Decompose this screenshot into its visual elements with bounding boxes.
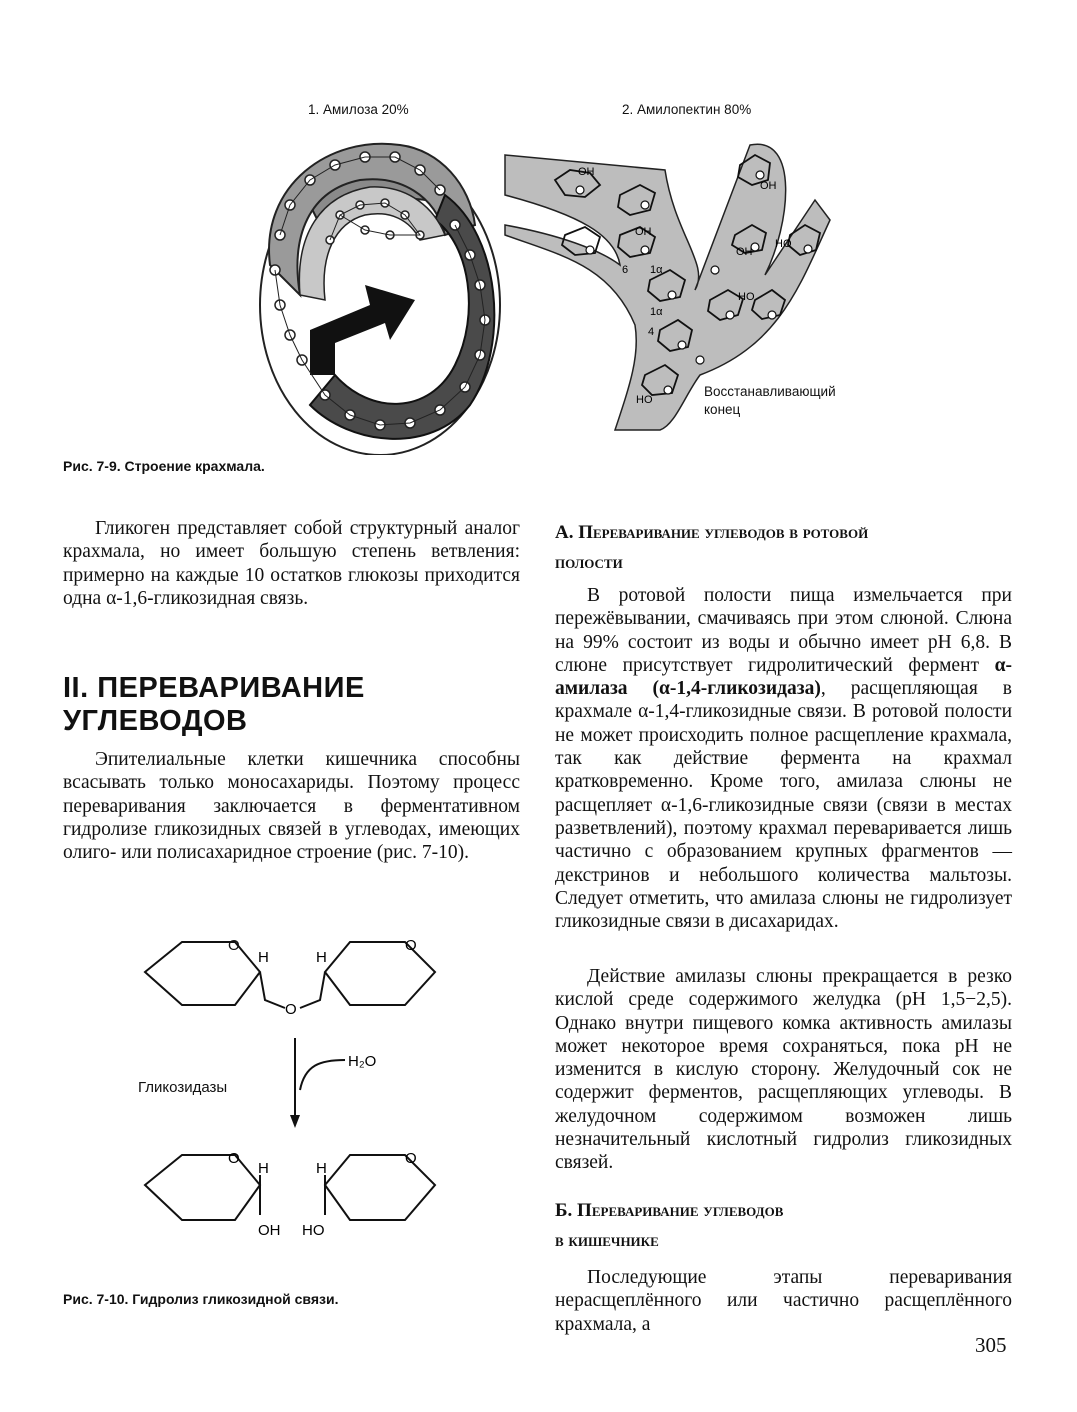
section-title <box>63 672 365 738</box>
chem-label: 4 <box>648 326 655 338</box>
chem-label: 1α <box>650 306 663 318</box>
reducing-end-label <box>704 383 836 419</box>
hydrogen-label: H <box>258 1160 269 1177</box>
ring-oxygen-label: O <box>405 937 417 954</box>
subsection-b-heading <box>555 1196 1015 1256</box>
subsection-a-heading <box>555 518 1015 578</box>
amylase-stomach-paragraph: Действие амилазы слюны прекращается в резко кислой среде содержимого желудка (рН 1,5−2,5). Однако внутри пищевого комка активность амилазы может некоторое время сохраняться, пока рН не изменится в кислую сторону. Желудочный сок не содержит ферментов, расщепляющих углеводы. В желудочном содержимом возможен лишь незначительный кислотный гидролиз гликозидных связей. <box>555 966 1012 1174</box>
chem-label: HO <box>738 291 755 303</box>
oral-digestion-text-2: , расщепляющая в крахмале α-1,4-гликозидные связи. В ротовой полости не может происходить полное расщепление крахмала, так как действие фермента на крахмал кратковременно. Кроме того, амилаза слюны не расщепляет α-1,6-гликозидные связи (связи в местах разветвлений), поэтому крахмал переваривается лишь частично с образованием крупных фрагментов — декстринов и небольшого количества мальтозы. Следует отметить, что амилаза слюны не гидролизует гликозидные связи в дисахаридах. <box>555 678 1012 933</box>
oral-digestion-text-1: В ротовой полости пища измельчается при пережёвывании, смачиваясь при этом слюной. Слюна на 99% состоит из воды и обычно имеет рН 6,8. В слюне присутствует гидролитический фермент <box>555 585 1012 676</box>
section-title-line2: УГЛЕВОДОВ <box>63 705 248 737</box>
chem-label: OH <box>760 180 777 192</box>
digestion-intro-paragraph: Эпителиальные клетки кишечника способны всасывать только моносахариды. Поэтому процесс переваривания заключается в ферментативном гидролизе гликозидных связей в углеводах, имеющих олиго- или полисахаридное строение (рис. 7-10). <box>63 749 520 864</box>
ring-oxygen-label: O <box>228 1150 240 1167</box>
chem-label: HO <box>636 394 653 406</box>
glycosidase-label: Гликозидазы <box>138 1079 228 1096</box>
chem-label: HO <box>775 238 792 250</box>
subsection-a-line2: полости <box>555 552 623 573</box>
hydrogen-label: H <box>316 949 327 966</box>
chem-label: 1α <box>650 264 663 276</box>
chem-label: OH <box>736 246 753 258</box>
intestinal-digestion-paragraph: Последующие этапы переваривания нерасщеплённого или частично расщеплённого крахмала, а <box>555 1267 1012 1335</box>
amylose-helix-illustration <box>240 125 520 455</box>
hydroxyl-label: HO <box>302 1222 325 1239</box>
hydrogen-label: H <box>258 949 269 966</box>
amylopectin-label: 2. Амилопектин 80% <box>622 102 752 117</box>
page-number: 305 <box>975 1333 1007 1357</box>
figure-7-9-caption: Рис. 7-9. Строение крахмала. <box>63 458 265 474</box>
amylose-label: 1. Амилоза 20% <box>308 102 409 117</box>
hydroxyl-label: OH <box>258 1222 281 1239</box>
water-label: H₂O <box>348 1053 377 1070</box>
reducing-end-line1: Восстанавливающий <box>704 384 836 399</box>
bridge-oxygen-label: O <box>285 1001 297 1018</box>
chem-label: OH <box>578 166 595 178</box>
ring-oxygen-label: O <box>405 1150 417 1167</box>
ring-oxygen-label: O <box>228 937 240 954</box>
subsection-a-line1: А. Переваривание углеводов в ротовой <box>555 522 869 543</box>
subsection-b-line1: Б. Переваривание углеводов <box>555 1200 784 1221</box>
subsection-b-line2: в кишечнике <box>555 1230 659 1251</box>
hydrogen-label: H <box>316 1160 327 1177</box>
oral-digestion-paragraph <box>555 584 1012 933</box>
glycogen-paragraph: Гликоген представляет собой структурный аналог крахмала, но имеет большую степень ветвления: примерно на каждые 10 остатков глюкозы приходится одна α-1,6-гликозидная связь. <box>63 518 520 609</box>
chem-label: OH <box>635 226 652 238</box>
reducing-end-line2: конец <box>704 402 741 417</box>
figure-7-10-caption: Рис. 7-10. Гидролиз гликозидной связи. <box>63 1291 339 1307</box>
section-title-line1: II. ПЕРЕВАРИВАНИЕ <box>63 672 365 704</box>
chem-label: 6 <box>622 264 629 276</box>
alpha-amylase-term: α-амилаза (α-1,4-гликозидаза) <box>555 654 1012 700</box>
